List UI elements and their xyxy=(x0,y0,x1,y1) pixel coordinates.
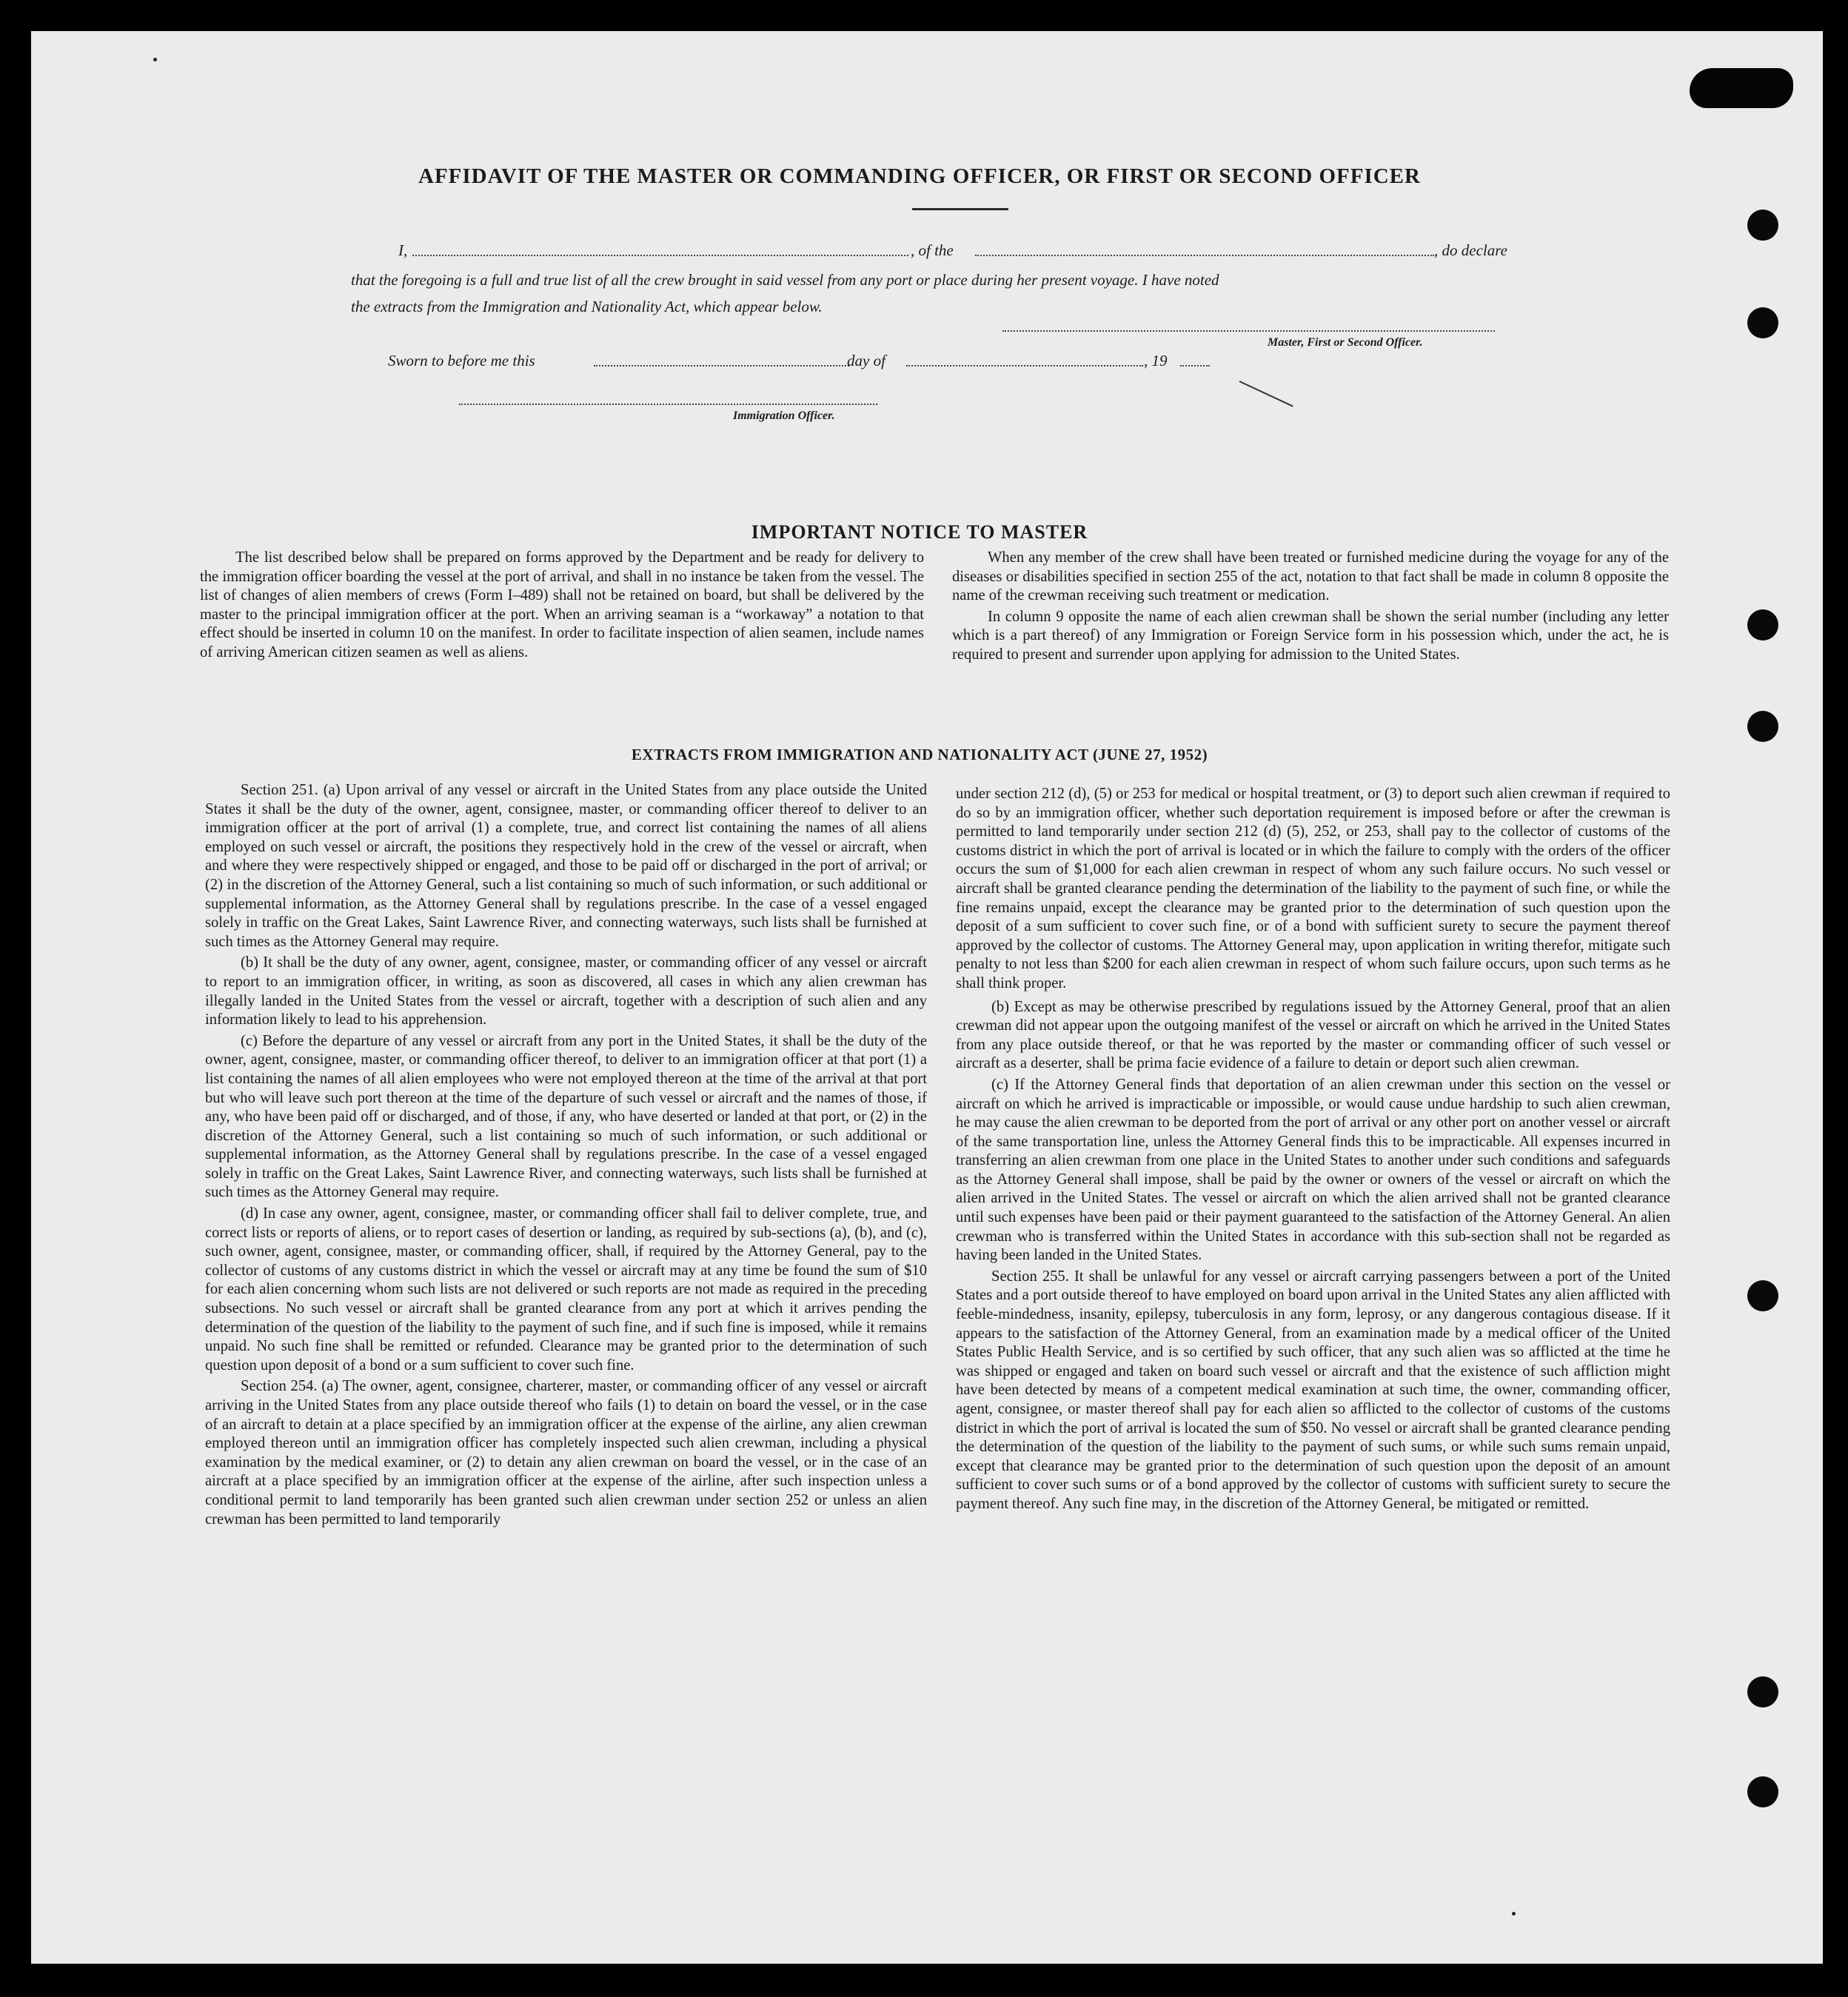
notice-right-paragraph-1: When any member of the crew shall have been treated or furnished medicine during the voyage for any of the diseases or disabilities specified in section 255 of the act, notation to that fact shall be made in column 8 opposite the name of the crewman receiving such treatment or medication. xyxy=(952,549,1669,604)
of-the-label: , of the xyxy=(911,241,954,259)
sworn-day-field[interactable] xyxy=(594,365,849,367)
declaration-line-3: the extracts from the Immigration and Nationality Act, which appear below. xyxy=(351,298,823,315)
notice-left-paragraph: The list described below shall be prepared on forms approved by the Department and be ready for delivery to the immigration officer boarding the vessel at the port of arrival, and shall in no instance be taken from the vessel. The list of changes of alien members of crews (Form I–489) shall not be retained on board, but shall be delivered by the master to the principal immigration officer at the port. When an arriving seaman is a “workaway” a notation to that effect should be inserted in column 10 on the manifest. In order to facilitate inspection of alien seamen, include names of arriving American citizen seamen as well as aliens. xyxy=(200,549,924,660)
notice-left-column xyxy=(200,549,924,665)
section-254-a-continued: under section 212 (d), (5) or 253 for medical or hospital treatment, or (3) to deport such alien crewman if required to do so by an immigration officer, whether such deportation requirement is imposed before or after the crewman is permitted to land temporarily under section 212 (d) (5), 252, or 253, shall pay to the collector of customs of the customs district in which the port of arrival is located or in which the failure to comply with the orders of the officer occurs the sum of $1,000 for each alien crewman in respect of whom any such failure occurs. No such vessel or aircraft shall be granted clearance pending the determination of the liability to the payment of such fine, or while the fine remains unpaid, except the clearance may be granted prior to the determination of such question upon the deposit of a sum sufficient to cover such fine, or of a bond with sufficient surety to secure the payment thereof approved by the collector of customs. The Attorney General may, upon application in writing therefor, mitigate such penalty to not less than $200 for each alien crewman in respect of whom such failure occurs, upon such terms as he shall think proper. xyxy=(956,786,1670,991)
extracts-left-column xyxy=(205,781,927,1531)
pen-stroke xyxy=(1239,381,1293,407)
section-254-c: (c) If the Attorney General finds that deportation of an alien crewman under this section on the vessel or aircraft on which he arrived is impracticable or impossible, or would cause undue hardship to such alien crewman, he may cause the alien crewman to be deported from the port of arrival or any other port on another vessel or aircraft of the same transportation line, unless the Attorney General finds this to be impracticable. All expenses incurred in transferring an alien crewman from one place in the United States to another under such conditions and safeguards as the Attorney General shall impose, shall be paid by the owner or owners of the vessel or aircraft on which the alien arrived in the United States. The vessel or aircraft on which the alien arrived shall not be granted clearance until such expenses have been paid or their payment guaranteed to the satisfaction of the Attorney General. An alien crewman who is transferred within the United States in accordance with this sub-section shall not be regarded as having been landed in the United States. xyxy=(956,1076,1670,1264)
declarant-label: I, xyxy=(398,241,408,259)
declarant-name-field[interactable] xyxy=(412,255,908,256)
document-page xyxy=(31,31,1823,1964)
punch-hole xyxy=(1747,1280,1778,1311)
section-251-d: (d) In case any owner, agent, consignee, master, or commanding officer shall fail to deliver complete, true, and correct lists or reports of aliens, or to report cases of desertion or landing, as required by sub-sections (a), (b), and (c), such owner, agent, consignee, master, or commanding officer, shall, if required by the Attorney General, pay to the collector of customs of any customs district in which the vessel or aircraft may at any time be found the sum of $10 for each alien concerning whom such lists are not delivered or such reports are not made as required in the preceding subsections. No such vessel or aircraft shall be granted clearance from any port at which it arrives pending the determination of the question of the liability to the payment of such fine, and if such fine is imposed, while it remains unpaid. No such fine shall be remitted or refunded. Clearance may be granted prior to the determination of such question upon deposit of a bond or a sum sufficient to cover such fine. xyxy=(205,1205,927,1374)
punch-hole xyxy=(1747,711,1778,742)
section-251-c: (c) Before the departure of any vessel or aircraft from any port in the United States, it shall be the duty of the owner, agent, consignee, master, or commanding officer thereof, to deliver to an immigration officer at that port (1) a list containing the names of all alien employees who were not employed thereon at the time of the arrival at that port but who will leave such port thereon at the time of the departure of such vessel or aircraft and the names of those, if any, who have been paid off or discharged, and of those, if any, who have deserted or landed at that port, or (2) in the discretion of the Attorney General, such a list containing so much of such information, or such additional or supplemental information, as the Attorney General shall by regulations prescribe. In the case of a vessel engaged solely in traffic on the Great Lakes, Saint Lawrence River, and connecting waterways, such lists shall be furnished at such times as the Attorney General may require. xyxy=(205,1032,927,1201)
notice-right-column xyxy=(952,549,1669,667)
master-signature-field[interactable] xyxy=(1002,330,1495,332)
scan-speck xyxy=(153,58,157,61)
declaration-line-2: that the foregoing is a full and true list of all the crew brought in said vessel from any port or place during her present voyage. I have noted xyxy=(351,271,1219,289)
do-declare-label: , do declare xyxy=(1434,241,1507,259)
sworn-month-field[interactable] xyxy=(906,365,1143,367)
affidavit-title: AFFIDAVIT OF THE MASTER OR COMMANDING OFFICER, OR FIRST OR SECOND OFFICER xyxy=(418,164,1421,188)
punch-hole xyxy=(1747,1676,1778,1707)
punch-hole xyxy=(1747,609,1778,640)
section-255: Section 255. It shall be unlawful for any vessel or aircraft carrying passengers between a port of the United States and a port outside thereof to have employed on board upon arrival in the United States any alien afflicted with feeble-mindedness, insanity, epilepsy, tuberculosis in any form, leprosy, or any dangerous contagious disease. If it appears to the satisfaction of the Attorney General, from an examination made by a medical officer of the United States Public Health Service, and is so certified by such officer, that any such alien was so afflicted at the time he was shipped or engaged and taken on board such vessel or aircraft and that the existence of such affliction might have been detected by means of a competent medical examination at such time, the owner, commanding officer, agent, consignee, or master thereof shall pay for each alien so afflicted to the collector of customs of the customs district in which the port of arrival is located the sum of $50. No vessel or aircraft shall be granted clearance pending the determination of the question of the liability to the payment of such sums, or while such sums remain unpaid, except that clearance may be granted prior to the determination of such question upon the deposit of an amount sufficient to cover such sums or of a bond approved by the collector of customs with sufficient surety to secure the payment thereof. Any such fine may, in the discretion of the Attorney General, be mitigated or remitted. xyxy=(956,1268,1670,1512)
section-254-a: Section 254. (a) The owner, agent, consignee, charterer, master, or commanding officer of any vessel or aircraft arriving in the United States from any place outside thereof who fails (1) to detain on board the vessel, or in the case of an aircraft to detain at a place specified by an immigration officer at the expense of the airline, any alien crewman employed thereon until an immigration officer has completely inspected such alien crewman, including a physical examination by the medical examiner, or (2) to detain any alien crewman on board the vessel, or in the case of an aircraft at a place specified by an immigration officer at the expense of the airline, after such inspection unless a conditional permit to land temporarily has been granted such alien crewman under section 252 or unless an alien crewman has been permitted to land temporarily xyxy=(205,1378,927,1528)
section-254-b: (b) Except as may be otherwise prescribed by regulations issued by the Attorney General, proof that an alien crewman did not appear upon the outgoing manifest of the vessel or aircraft on which he arrived in the United States from any place outside thereof, or that he was reported by the master or commanding officer of such vessel or aircraft as a deserter, shall be prima facie evidence of a failure to detain or deport such alien crewman. xyxy=(956,998,1670,1072)
vessel-name-field[interactable] xyxy=(975,255,1434,256)
notice-title: IMPORTANT NOTICE TO MASTER xyxy=(751,521,1088,543)
punch-hole xyxy=(1747,1776,1778,1807)
day-of-label: day of xyxy=(847,352,886,369)
corner-blot xyxy=(1690,68,1793,108)
officer-signature-caption: Immigration Officer. xyxy=(733,409,835,422)
punch-hole xyxy=(1747,307,1778,338)
officer-signature-field[interactable] xyxy=(459,404,877,405)
title-rule xyxy=(912,208,1008,210)
master-signature-caption: Master, First or Second Officer. xyxy=(1268,336,1423,349)
section-251-a: Section 251. (a) Upon arrival of any vessel or aircraft in the United States from any place outside the United States it shall be the duty of the owner, agent, consignee, master, or commanding officer thereof to deliver to an immigration officer at the port of arrival (1) a complete, true, and correct list containing the names of all aliens employed on such vessel or aircraft, the positions they respectively hold in the crew of the vessel or aircraft, when and where they were respectively shipped or engaged, and those to be paid off or discharged in the port of arrival; or (2) in the discretion of the Attorney General, such a list containing so much of such information, or such additional or supplemental information, as the Attorney General shall by regulations prescribe. In the case of a vessel engaged solely in traffic on the Great Lakes, Saint Lawrence River, and connecting waterways, such lists shall be furnished at such times as the Attorney General may require. xyxy=(205,782,927,950)
sworn-year-field[interactable] xyxy=(1180,365,1210,367)
section-251-b: (b) It shall be the duty of any owner, agent, consignee, master, or commanding officer of any vessel or aircraft to report to an immigration officer, in writing, as soon as discovered, all cases in which any alien crewman has illegally landed in the United States from the vessel or aircraft, together with a description of such alien and any information likely to lead to his apprehension. xyxy=(205,954,927,1028)
extracts-right-column xyxy=(956,785,1670,1516)
sworn-label: Sworn to before me this xyxy=(388,352,535,369)
year-label: , 19 xyxy=(1144,352,1168,369)
punch-hole xyxy=(1747,210,1778,241)
extracts-title: EXTRACTS FROM IMMIGRATION AND NATIONALITY ACT (JUNE 27, 1952) xyxy=(631,746,1208,763)
scan-speck xyxy=(1512,1912,1516,1916)
notice-right-paragraph-2: In column 9 opposite the name of each alien crewman shall be shown the serial number (including any letter which is a part thereof) of any Immigration or Foreign Service form in his possession which, under the act, he is required to present and surrender upon applying for admission to the United States. xyxy=(952,608,1669,663)
